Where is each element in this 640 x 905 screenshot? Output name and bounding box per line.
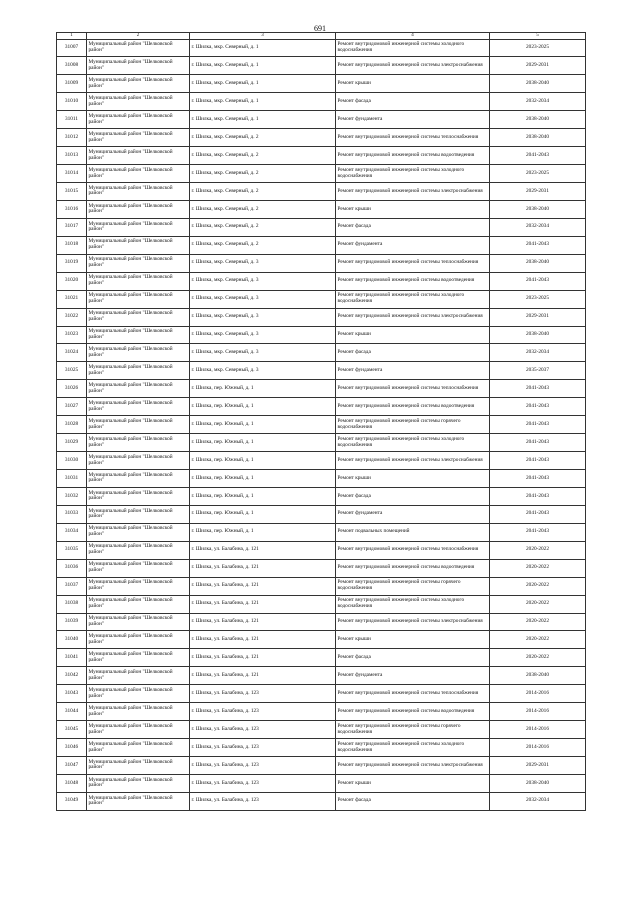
address-cell: г. Шилка, ул. Балабина, д. 123 bbox=[190, 739, 336, 757]
table-row bbox=[57, 200, 586, 218]
municipality-cell: Муниципальный район "Шелковской район" bbox=[87, 326, 190, 344]
table-row bbox=[57, 183, 586, 201]
address-cell: г. Шилка, мкр. Северный, д. 3 bbox=[190, 272, 336, 290]
work-type-cell: Ремонт внутридомовой инженерной системы холодного водоснабжения bbox=[336, 434, 490, 452]
address-cell: г. Шилка, мкр. Северный, д. 2 bbox=[190, 147, 336, 165]
period-cell: 2035-2037 bbox=[490, 362, 586, 380]
table-row bbox=[57, 721, 586, 739]
municipality-cell: Муниципальный район "Шелковской район" bbox=[87, 254, 190, 272]
row-number-cell: 31040 bbox=[57, 631, 87, 649]
work-type-cell: Ремонт внутридомовой инженерной системы холодного водоснабжения bbox=[336, 165, 490, 183]
work-type-cell: Ремонт внутридомовой инженерной системы электроснабжения bbox=[336, 757, 490, 775]
period-cell: 2029-2031 bbox=[490, 757, 586, 775]
work-type-cell: Ремонт фасада bbox=[336, 649, 490, 667]
work-type-cell: Ремонт внутридомовой инженерной системы теплоснабжения bbox=[336, 380, 490, 398]
row-number-cell: 31014 bbox=[57, 165, 87, 183]
address-cell: г. Шилка, ул. Балабина, д. 123 bbox=[190, 703, 336, 721]
work-type-cell: Ремонт крыши bbox=[336, 470, 490, 488]
table-row bbox=[57, 380, 586, 398]
table-row bbox=[57, 757, 586, 775]
period-cell: 2041-2043 bbox=[490, 380, 586, 398]
municipality-cell: Муниципальный район "Шелковской район" bbox=[87, 57, 190, 75]
table-row bbox=[57, 326, 586, 344]
work-type-cell: Ремонт внутридомовой инженерной системы горячего водоснабжения bbox=[336, 416, 490, 434]
municipality-cell: Муниципальный район "Шелковской район" bbox=[87, 757, 190, 775]
table-row bbox=[57, 739, 586, 757]
work-type-cell: Ремонт внутридомовой инженерной системы горячего водоснабжения bbox=[336, 577, 490, 595]
address-cell: г. Шилка, мкр. Северный, д. 1 bbox=[190, 111, 336, 129]
table-row bbox=[57, 218, 586, 236]
table-row bbox=[57, 93, 586, 111]
period-cell: 2038-2040 bbox=[490, 75, 586, 93]
municipality-cell: Муниципальный район "Шелковской район" bbox=[87, 380, 190, 398]
period-cell: 2020-2022 bbox=[490, 613, 586, 631]
column-header: 5 bbox=[490, 33, 586, 40]
table-row bbox=[57, 595, 586, 613]
municipality-cell: Муниципальный район "Шелковской район" bbox=[87, 111, 190, 129]
work-type-cell: Ремонт внутридомовой инженерной системы электроснабжения bbox=[336, 57, 490, 75]
period-cell: 2041-2043 bbox=[490, 487, 586, 505]
period-cell: 2041-2043 bbox=[490, 452, 586, 470]
work-type-cell: Ремонт внутридомовой инженерной системы холодного водоснабжения bbox=[336, 595, 490, 613]
address-cell: г. Шилка, мкр. Северный, д. 3 bbox=[190, 344, 336, 362]
municipality-cell: Муниципальный район "Шелковской район" bbox=[87, 434, 190, 452]
municipality-cell: Муниципальный район "Шелковской район" bbox=[87, 667, 190, 685]
row-number-cell: 31042 bbox=[57, 667, 87, 685]
municipality-cell: Муниципальный район "Шелковской район" bbox=[87, 39, 190, 57]
work-type-cell: Ремонт внутридомовой инженерной системы электроснабжения bbox=[336, 613, 490, 631]
table-row bbox=[57, 577, 586, 595]
municipality-cell: Муниципальный район "Шелковской район" bbox=[87, 290, 190, 308]
municipality-cell: Муниципальный район "Шелковской район" bbox=[87, 739, 190, 757]
row-number-cell: 31039 bbox=[57, 613, 87, 631]
address-cell: г. Шилка, мкр. Северный, д. 2 bbox=[190, 218, 336, 236]
municipality-cell: Муниципальный район "Шелковской район" bbox=[87, 93, 190, 111]
work-type-cell: Ремонт внутридомовой инженерной системы электроснабжения bbox=[336, 452, 490, 470]
work-type-cell: Ремонт крыши bbox=[336, 631, 490, 649]
table-body bbox=[57, 39, 586, 810]
work-type-cell: Ремонт фасада bbox=[336, 218, 490, 236]
table-row bbox=[57, 362, 586, 380]
municipality-cell: Муниципальный район "Шелковской район" bbox=[87, 308, 190, 326]
table-row bbox=[57, 434, 586, 452]
address-cell: г. Шилка, мкр. Северный, д. 2 bbox=[190, 200, 336, 218]
row-number-cell: 31043 bbox=[57, 685, 87, 703]
row-number-cell: 31046 bbox=[57, 739, 87, 757]
row-number-cell: 31036 bbox=[57, 559, 87, 577]
table-row bbox=[57, 254, 586, 272]
row-number-cell: 31025 bbox=[57, 362, 87, 380]
table-row bbox=[57, 111, 586, 129]
municipality-cell: Муниципальный район "Шелковской район" bbox=[87, 362, 190, 380]
table-row bbox=[57, 75, 586, 93]
row-number-cell: 31037 bbox=[57, 577, 87, 595]
row-number-cell: 31013 bbox=[57, 147, 87, 165]
municipality-cell: Муниципальный район "Шелковской район" bbox=[87, 649, 190, 667]
address-cell: г. Шилка, мкр. Северный, д. 2 bbox=[190, 129, 336, 147]
table-row bbox=[57, 667, 586, 685]
address-cell: г. Шилка, ул. Балабина, д. 123 bbox=[190, 685, 336, 703]
address-cell: г. Шилка, пер. Южный, д. 1 bbox=[190, 470, 336, 488]
table-row bbox=[57, 57, 586, 75]
address-cell: г. Шилка, мкр. Северный, д. 3 bbox=[190, 308, 336, 326]
table-row bbox=[57, 344, 586, 362]
repair-schedule-table bbox=[56, 32, 586, 811]
work-type-cell: Ремонт внутридомовой инженерной системы электроснабжения bbox=[336, 183, 490, 201]
table-row bbox=[57, 649, 586, 667]
period-cell: 2029-2031 bbox=[490, 57, 586, 75]
period-cell: 2029-2031 bbox=[490, 183, 586, 201]
address-cell: г. Шилка, мкр. Северный, д. 3 bbox=[190, 326, 336, 344]
row-number-cell: 31012 bbox=[57, 129, 87, 147]
table-row bbox=[57, 613, 586, 631]
work-type-cell: Ремонт фундамента bbox=[336, 667, 490, 685]
column-header: 2 bbox=[87, 33, 190, 40]
municipality-cell: Муниципальный район "Шелковской район" bbox=[87, 685, 190, 703]
municipality-cell: Муниципальный район "Шелковской район" bbox=[87, 75, 190, 93]
municipality-cell: Муниципальный район "Шелковской район" bbox=[87, 165, 190, 183]
row-number-cell: 31019 bbox=[57, 254, 87, 272]
work-type-cell: Ремонт фасада bbox=[336, 93, 490, 111]
period-cell: 2020-2022 bbox=[490, 631, 586, 649]
address-cell: г. Шилка, ул. Балабина, д. 121 bbox=[190, 595, 336, 613]
address-cell: г. Шилка, ул. Балабина, д. 121 bbox=[190, 649, 336, 667]
work-type-cell: Ремонт внутридомовой инженерной системы теплоснабжения bbox=[336, 129, 490, 147]
row-number-cell: 31008 bbox=[57, 57, 87, 75]
period-cell: 2038-2040 bbox=[490, 129, 586, 147]
row-number-cell: 31049 bbox=[57, 792, 87, 810]
address-cell: г. Шилка, ул. Балабина, д. 123 bbox=[190, 757, 336, 775]
period-cell: 2038-2040 bbox=[490, 667, 586, 685]
address-cell: г. Шилка, пер. Южный, д. 1 bbox=[190, 505, 336, 523]
row-number-cell: 31022 bbox=[57, 308, 87, 326]
period-cell: 2038-2040 bbox=[490, 254, 586, 272]
municipality-cell: Муниципальный район "Шелковской район" bbox=[87, 200, 190, 218]
address-cell: г. Шилка, пер. Южный, д. 1 bbox=[190, 452, 336, 470]
municipality-cell: Муниципальный район "Шелковской район" bbox=[87, 183, 190, 201]
table-row bbox=[57, 487, 586, 505]
address-cell: г. Шилка, пер. Южный, д. 1 bbox=[190, 487, 336, 505]
municipality-cell: Муниципальный район "Шелковской район" bbox=[87, 613, 190, 631]
row-number-cell: 31047 bbox=[57, 757, 87, 775]
address-cell: г. Шилка, мкр. Северный, д. 1 bbox=[190, 93, 336, 111]
row-number-cell: 31045 bbox=[57, 721, 87, 739]
period-cell: 2041-2043 bbox=[490, 272, 586, 290]
work-type-cell: Ремонт фасада bbox=[336, 792, 490, 810]
table-row bbox=[57, 452, 586, 470]
address-cell: г. Шилка, мкр. Северный, д. 2 bbox=[190, 236, 336, 254]
work-type-cell: Ремонт внутридомовой инженерной системы теплоснабжения bbox=[336, 685, 490, 703]
municipality-cell: Муниципальный район "Шелковской район" bbox=[87, 792, 190, 810]
municipality-cell: Муниципальный район "Шелковской район" bbox=[87, 541, 190, 559]
page-number: 691 bbox=[314, 24, 326, 33]
municipality-cell: Муниципальный район "Шелковской район" bbox=[87, 129, 190, 147]
table-row bbox=[57, 39, 586, 57]
work-type-cell: Ремонт внутридомовой инженерной системы электроснабжения bbox=[336, 308, 490, 326]
row-number-cell: 31034 bbox=[57, 523, 87, 541]
period-cell: 2020-2022 bbox=[490, 541, 586, 559]
row-number-cell: 31015 bbox=[57, 183, 87, 201]
address-cell: г. Шилка, мкр. Северный, д. 2 bbox=[190, 183, 336, 201]
address-cell: г. Шилка, пер. Южный, д. 1 bbox=[190, 380, 336, 398]
address-cell: г. Шилка, мкр. Северный, д. 3 bbox=[190, 290, 336, 308]
row-number-cell: 31023 bbox=[57, 326, 87, 344]
work-type-cell: Ремонт фасада bbox=[336, 487, 490, 505]
municipality-cell: Муниципальный район "Шелковской район" bbox=[87, 487, 190, 505]
work-type-cell: Ремонт внутридомовой инженерной системы холодного водоснабжения bbox=[336, 290, 490, 308]
row-number-cell: 31038 bbox=[57, 595, 87, 613]
table-row bbox=[57, 470, 586, 488]
table-row bbox=[57, 505, 586, 523]
row-number-cell: 31031 bbox=[57, 470, 87, 488]
work-type-cell: Ремонт крыши bbox=[336, 200, 490, 218]
table-row bbox=[57, 774, 586, 792]
address-cell: г. Шилка, ул. Балабина, д. 121 bbox=[190, 541, 336, 559]
municipality-cell: Муниципальный район "Шелковской район" bbox=[87, 236, 190, 254]
work-type-cell: Ремонт фундамента bbox=[336, 111, 490, 129]
address-cell: г. Шилка, ул. Балабина, д. 121 bbox=[190, 577, 336, 595]
work-type-cell: Ремонт фасада bbox=[336, 344, 490, 362]
period-cell: 2041-2043 bbox=[490, 236, 586, 254]
table-row bbox=[57, 631, 586, 649]
address-cell: г. Шилка, ул. Балабина, д. 121 bbox=[190, 667, 336, 685]
period-cell: 2038-2040 bbox=[490, 326, 586, 344]
table-row bbox=[57, 559, 586, 577]
period-cell: 2038-2040 bbox=[490, 200, 586, 218]
row-number-cell: 31018 bbox=[57, 236, 87, 254]
municipality-cell: Муниципальный район "Шелковской район" bbox=[87, 774, 190, 792]
period-cell: 2041-2043 bbox=[490, 416, 586, 434]
work-type-cell: Ремонт внутридомовой инженерной системы водоотведения bbox=[336, 559, 490, 577]
period-cell: 2041-2043 bbox=[490, 523, 586, 541]
row-number-cell: 31026 bbox=[57, 380, 87, 398]
period-cell: 2023-2025 bbox=[490, 290, 586, 308]
row-number-cell: 31017 bbox=[57, 218, 87, 236]
row-number-cell: 31009 bbox=[57, 75, 87, 93]
table-row bbox=[57, 165, 586, 183]
row-number-cell: 31016 bbox=[57, 200, 87, 218]
period-cell: 2032-2034 bbox=[490, 93, 586, 111]
table-row bbox=[57, 272, 586, 290]
row-number-cell: 31048 bbox=[57, 774, 87, 792]
address-cell: г. Шилка, ул. Балабина, д. 121 bbox=[190, 631, 336, 649]
address-cell: г. Шилка, ул. Балабина, д. 123 bbox=[190, 792, 336, 810]
period-cell: 2014-2016 bbox=[490, 703, 586, 721]
period-cell: 2041-2043 bbox=[490, 470, 586, 488]
address-cell: г. Шилка, пер. Южный, д. 1 bbox=[190, 434, 336, 452]
municipality-cell: Муниципальный район "Шелковской район" bbox=[87, 631, 190, 649]
period-cell: 2014-2016 bbox=[490, 739, 586, 757]
period-cell: 2020-2022 bbox=[490, 559, 586, 577]
municipality-cell: Муниципальный район "Шелковской район" bbox=[87, 398, 190, 416]
municipality-cell: Муниципальный район "Шелковской район" bbox=[87, 577, 190, 595]
address-cell: г. Шилка, ул. Балабина, д. 123 bbox=[190, 721, 336, 739]
period-cell: 2041-2043 bbox=[490, 147, 586, 165]
work-type-cell: Ремонт внутридомовой инженерной системы теплоснабжения bbox=[336, 254, 490, 272]
municipality-cell: Муниципальный район "Шелковской район" bbox=[87, 505, 190, 523]
table-row bbox=[57, 703, 586, 721]
work-type-cell: Ремонт крыши bbox=[336, 774, 490, 792]
period-cell: 2032-2034 bbox=[490, 792, 586, 810]
address-cell: г. Шилка, мкр. Северный, д. 1 bbox=[190, 57, 336, 75]
municipality-cell: Муниципальный район "Шелковской район" bbox=[87, 147, 190, 165]
address-cell: г. Шилка, пер. Южный, д. 1 bbox=[190, 398, 336, 416]
work-type-cell: Ремонт внутридомовой инженерной системы водоотведения bbox=[336, 398, 490, 416]
table-row bbox=[57, 685, 586, 703]
row-number-cell: 31028 bbox=[57, 416, 87, 434]
work-type-cell: Ремонт фундамента bbox=[336, 505, 490, 523]
address-cell: г. Шилка, мкр. Северный, д. 1 bbox=[190, 75, 336, 93]
municipality-cell: Муниципальный район "Шелковской район" bbox=[87, 595, 190, 613]
municipality-cell: Муниципальный район "Шелковской район" bbox=[87, 523, 190, 541]
row-number-cell: 31044 bbox=[57, 703, 87, 721]
table-row bbox=[57, 290, 586, 308]
address-cell: г. Шилка, мкр. Северный, д. 3 bbox=[190, 362, 336, 380]
work-type-cell: Ремонт внутридомовой инженерной системы теплоснабжения bbox=[336, 541, 490, 559]
row-number-cell: 31021 bbox=[57, 290, 87, 308]
period-cell: 2029-2031 bbox=[490, 308, 586, 326]
address-cell: г. Шилка, ул. Балабина, д. 121 bbox=[190, 613, 336, 631]
work-type-cell: Ремонт внутридомовой инженерной системы водоотведения bbox=[336, 272, 490, 290]
work-type-cell: Ремонт внутридомовой инженерной системы водоотведения bbox=[336, 703, 490, 721]
work-type-cell: Ремонт фундамента bbox=[336, 236, 490, 254]
work-type-cell: Ремонт крыши bbox=[336, 75, 490, 93]
municipality-cell: Муниципальный район "Шелковской район" bbox=[87, 452, 190, 470]
municipality-cell: Муниципальный район "Шелковской район" bbox=[87, 470, 190, 488]
row-number-cell: 31030 bbox=[57, 452, 87, 470]
address-cell: г. Шилка, мкр. Северный, д. 1 bbox=[190, 39, 336, 57]
column-header: 1 bbox=[57, 33, 87, 40]
municipality-cell: Муниципальный район "Шелковской район" bbox=[87, 703, 190, 721]
period-cell: 2032-2034 bbox=[490, 344, 586, 362]
address-cell: г. Шилка, пер. Южный, д. 1 bbox=[190, 416, 336, 434]
table-row bbox=[57, 236, 586, 254]
work-type-cell: Ремонт внутридомовой инженерной системы водоотведения bbox=[336, 147, 490, 165]
period-cell: 2014-2016 bbox=[490, 685, 586, 703]
work-type-cell: Ремонт внутридомовой инженерной системы холодного водоснабжения bbox=[336, 39, 490, 57]
address-cell: г. Шилка, мкр. Северный, д. 2 bbox=[190, 165, 336, 183]
column-header: 3 bbox=[190, 33, 336, 40]
work-type-cell: Ремонт фундамента bbox=[336, 362, 490, 380]
municipality-cell: Муниципальный район "Шелковской район" bbox=[87, 721, 190, 739]
municipality-cell: Муниципальный район "Шелковской район" bbox=[87, 218, 190, 236]
period-cell: 2020-2022 bbox=[490, 595, 586, 613]
period-cell: 2014-2016 bbox=[490, 721, 586, 739]
municipality-cell: Муниципальный район "Шелковской район" bbox=[87, 559, 190, 577]
municipality-cell: Муниципальный район "Шелковской район" bbox=[87, 344, 190, 362]
table-row bbox=[57, 523, 586, 541]
period-cell: 2020-2022 bbox=[490, 577, 586, 595]
table-row bbox=[57, 147, 586, 165]
address-cell: г. Шилка, ул. Балабина, д. 123 bbox=[190, 774, 336, 792]
table-row bbox=[57, 792, 586, 810]
row-number-cell: 31024 bbox=[57, 344, 87, 362]
period-cell: 2038-2040 bbox=[490, 111, 586, 129]
work-type-cell: Ремонт крыши bbox=[336, 326, 490, 344]
row-number-cell: 31007 bbox=[57, 39, 87, 57]
row-number-cell: 31010 bbox=[57, 93, 87, 111]
table-row bbox=[57, 541, 586, 559]
row-number-cell: 31041 bbox=[57, 649, 87, 667]
period-cell: 2032-2034 bbox=[490, 218, 586, 236]
address-cell: г. Шилка, ул. Балабина, д. 121 bbox=[190, 559, 336, 577]
period-cell: 2020-2022 bbox=[490, 649, 586, 667]
period-cell: 2023-2025 bbox=[490, 39, 586, 57]
row-number-cell: 31011 bbox=[57, 111, 87, 129]
work-type-cell: Ремонт внутридомовой инженерной системы холодного водоснабжения bbox=[336, 739, 490, 757]
column-header: 4 bbox=[336, 33, 490, 40]
period-cell: 2041-2043 bbox=[490, 398, 586, 416]
row-number-cell: 31032 bbox=[57, 487, 87, 505]
table-row bbox=[57, 398, 586, 416]
row-number-cell: 31033 bbox=[57, 505, 87, 523]
table-row bbox=[57, 129, 586, 147]
address-cell: г. Шилка, мкр. Северный, д. 3 bbox=[190, 254, 336, 272]
period-cell: 2041-2043 bbox=[490, 434, 586, 452]
row-number-cell: 31027 bbox=[57, 398, 87, 416]
municipality-cell: Муниципальный район "Шелковской район" bbox=[87, 272, 190, 290]
work-type-cell: Ремонт внутридомовой инженерной системы горячего водоснабжения bbox=[336, 721, 490, 739]
work-type-cell: Ремонт подвальных помещений bbox=[336, 523, 490, 541]
period-cell: 2023-2025 bbox=[490, 165, 586, 183]
address-cell: г. Шилка, пер. Южный, д. 1 bbox=[190, 523, 336, 541]
period-cell: 2038-2040 bbox=[490, 774, 586, 792]
row-number-cell: 31020 bbox=[57, 272, 87, 290]
table-row bbox=[57, 308, 586, 326]
row-number-cell: 31029 bbox=[57, 434, 87, 452]
row-number-cell: 31035 bbox=[57, 541, 87, 559]
municipality-cell: Муниципальный район "Шелковской район" bbox=[87, 416, 190, 434]
period-cell: 2041-2043 bbox=[490, 505, 586, 523]
table-row bbox=[57, 416, 586, 434]
